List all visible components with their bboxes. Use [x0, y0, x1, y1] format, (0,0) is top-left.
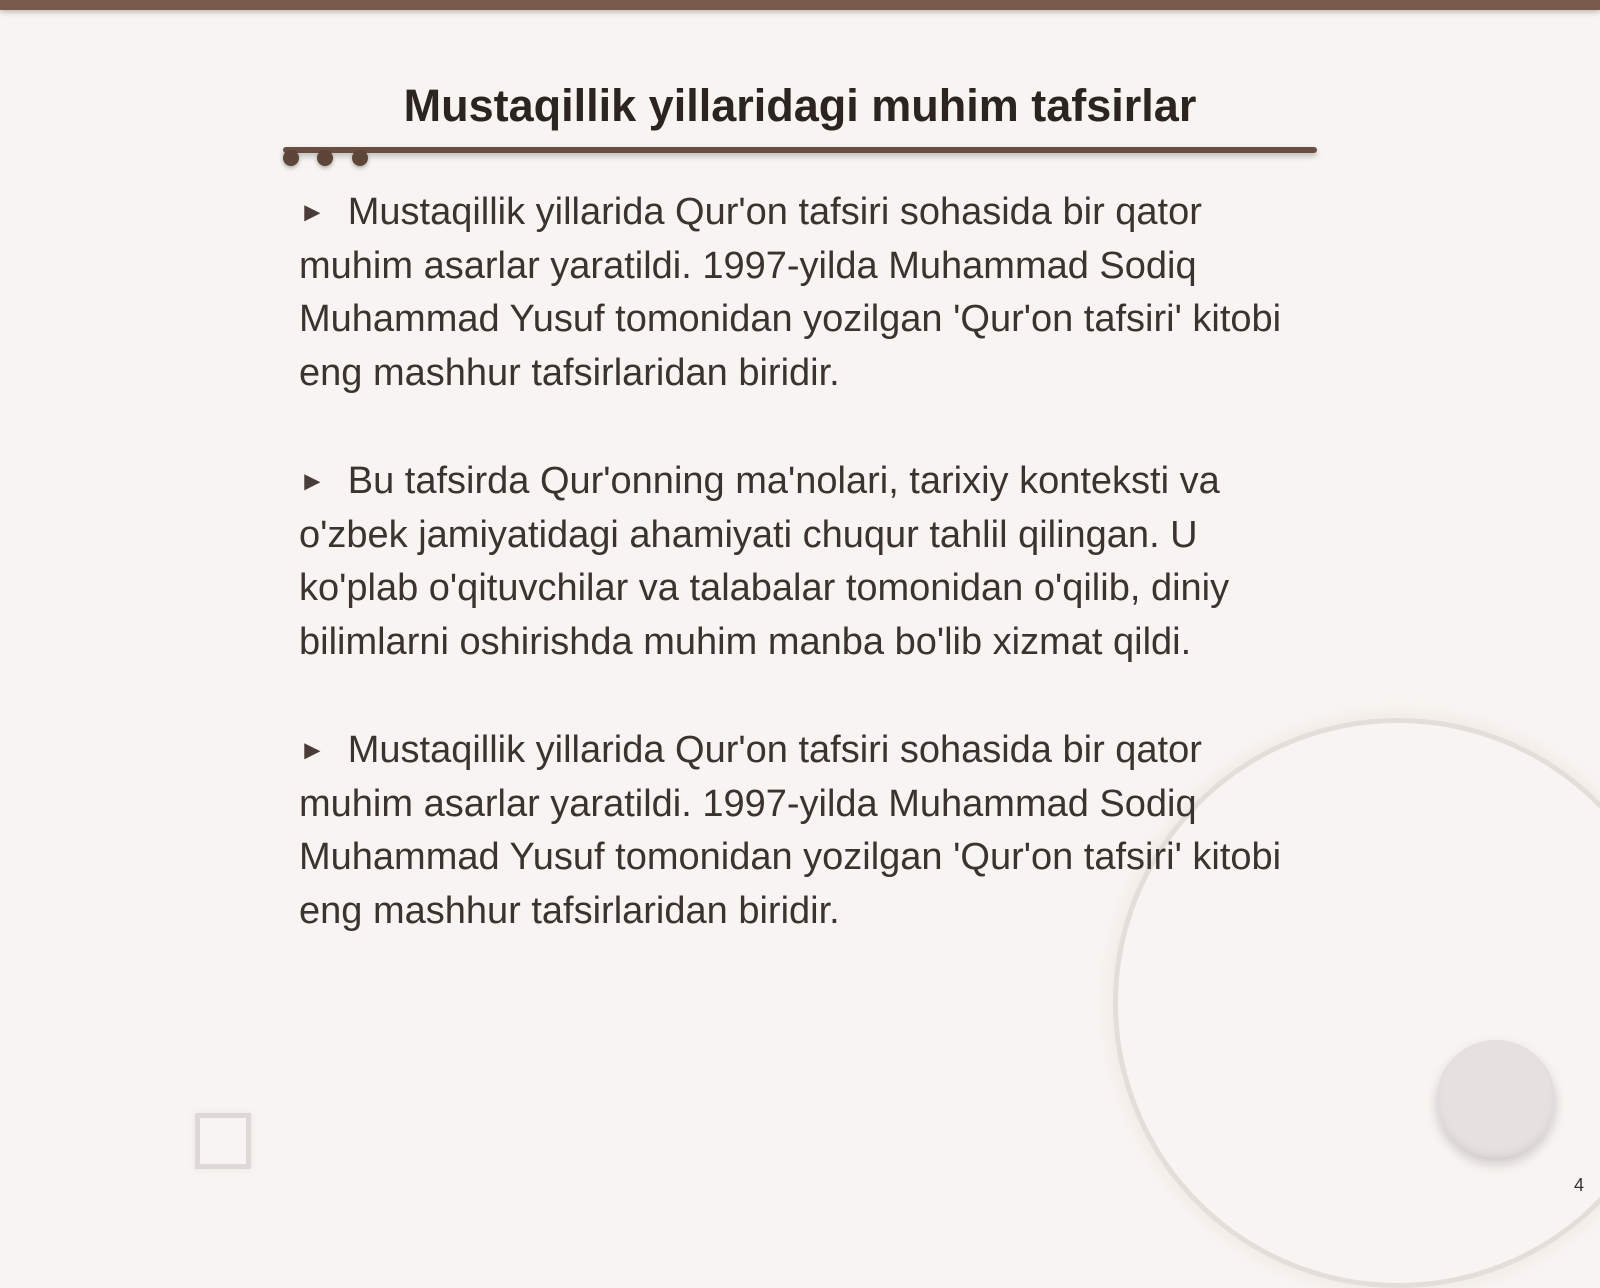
underline-dot [317, 150, 333, 166]
title-underline [283, 147, 1317, 153]
underline-dot [283, 150, 299, 166]
decorative-circle [1437, 1040, 1555, 1158]
bullet-list [299, 186, 1319, 993]
bullet-item [299, 455, 1319, 669]
bullet-text: Mustaqillik yillarida Qur'on tafsiri sohasida bir qator muhim asarlar yaratildi. 1997-yilda Muhammad Sodiq Muhammad Yusuf tomonidan yozilgan 'Qur'on tafsiri' kitobi eng mashhur tafsirlaridan biridir. [299, 729, 1282, 932]
underline-dot [352, 150, 368, 166]
bullet-item [299, 724, 1319, 938]
bullet-arrow-icon: ► [299, 466, 326, 496]
bullet-text: Mustaqillik yillarida Qur'on tafsiri sohasida bir qator muhim asarlar yaratildi. 1997-yilda Muhammad Sodiq Muhammad Yusuf tomonidan yozilgan 'Qur'on tafsiri' kitobi eng mashhur tafsirlaridan biridir. [299, 191, 1282, 394]
decorative-square [195, 1113, 251, 1169]
top-accent-bar [0, 0, 1600, 10]
bullet-arrow-icon: ► [299, 197, 326, 227]
bullet-text: Bu tafsirda Qur'onning ma'nolari, tarixiy konteksti va o'zbek jamiyatidagi ahamiyati chuqur tahlil qilingan. U ko'plab o'qituvchilar va talabalar tomonidan o'qilib, diniy bilimlarni oshirishda muhim manba bo'lib xizmat qildi. [299, 460, 1230, 663]
bullet-arrow-icon: ► [299, 735, 326, 765]
page-number: 4 [1573, 1175, 1584, 1195]
bullet-item [299, 186, 1319, 400]
slide-title: Mustaqillik yillaridagi muhim tafsirlar [403, 80, 1197, 131]
